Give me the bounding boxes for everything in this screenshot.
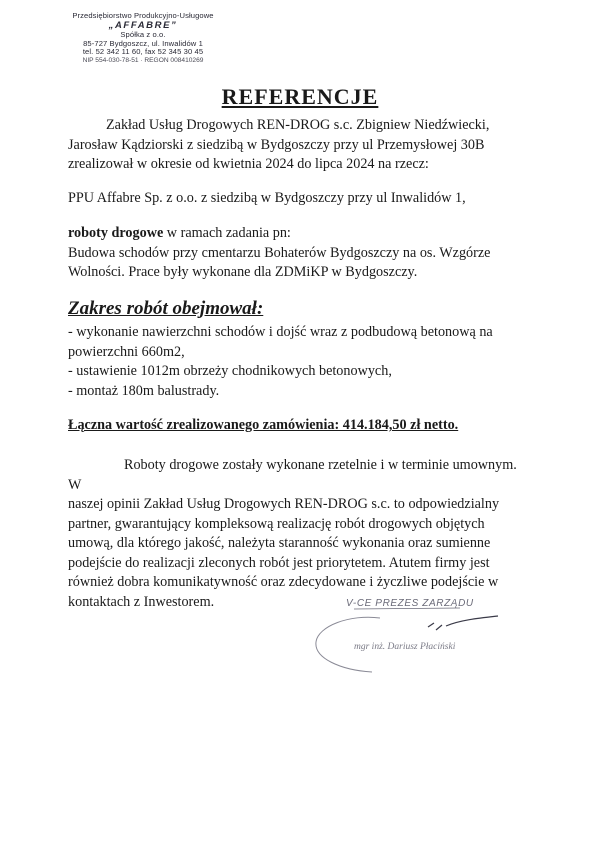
work-rest: w ramach zadania pn:	[163, 225, 291, 241]
text-line: Zakład Usług Drogowych REN-DROG s.c. Zbigniew Niedźwiecki,	[106, 117, 490, 133]
signature-scribble	[310, 596, 510, 686]
stamp-line: Spółka z o.o.	[120, 30, 166, 40]
scope-heading: Zakres robót obejmował:	[68, 298, 264, 319]
scope-list	[68, 323, 528, 401]
text-line: zrealizował w okresie od kwietnia 2024 do lipca 2024 na rzecz:	[68, 156, 429, 172]
text-line: partner, gwarantujący kompleksową realizację robót drogowych objętych	[68, 515, 485, 532]
work-paragraph	[68, 224, 528, 283]
stamp-phone: tel. 52 342 11 60, fax 52 345 30 45	[82, 47, 204, 57]
recipient-line: PPU Affabre Sp. z o.o. z siedzibą w Bydgoszczy przy ul Inwalidów 1,	[68, 190, 466, 206]
list-item-cont: powierzchni 660m2,	[68, 343, 185, 360]
work-bold: roboty drogowe	[68, 225, 164, 241]
signature-stamp	[310, 596, 510, 686]
text-line: kontaktach z Inwestorem.	[68, 593, 215, 610]
total-value: Łączna wartość zrealizowanego zamówienia: 414.184,50 zł netto.	[68, 417, 459, 433]
intro-paragraph	[68, 116, 528, 175]
list-item: - wykonanie nawierzchni schodów i dojść wraz z podbudową betonową na	[68, 324, 493, 340]
text-line: Wolności. Prace były wykonane dla ZDMiKP w Bydgoszczy.	[68, 264, 418, 280]
work-line	[68, 224, 528, 244]
signature-name: mgr inż. Dariusz Płaciński	[354, 642, 456, 652]
company-stamp	[58, 12, 228, 64]
text-line: umową, dla którego jakość, należyta staranność wykonania oraz sumienne	[68, 535, 491, 551]
text-line: podejście do realizacji zleconych robót jest priorytetem. Atutem firmy jest	[68, 554, 490, 571]
text-line: naszej opinii Zakład Usług Drogowych REN-DROG s.c. to odpowiedzialny	[68, 496, 500, 512]
text-line	[68, 456, 528, 495]
text-line: Budowa schodów przy cmentarzu Bohaterów Bydgoszczy na os. Wzgórze	[68, 244, 491, 261]
text-line: Jarosław Kądziorski z siedzibą w Bydgoszczy przy ul Przemysłowej 30B	[68, 136, 485, 153]
list-item: - montaż 180m balustrady.	[68, 382, 220, 399]
stamp-line: Przedsiębiorstwo Produkcyjno-Usługowe	[72, 11, 214, 20]
stamp-company-name: „AFFABRE”	[108, 19, 178, 31]
text-line: również dobra komunikatywność oraz zdecydowane i życzliwe podejście w	[68, 574, 499, 590]
text-line-body: Roboty drogowe zostały wykonane rzetelnie i w terminie umownym. W	[68, 457, 517, 493]
document-title: REFERENCJE	[221, 84, 379, 109]
signature-role: V-CE PREZES ZARZĄDU	[346, 598, 474, 609]
list-item: - ustawienie 1012m obrzeży chodnikowych betonowych,	[68, 363, 392, 379]
closing-paragraph	[68, 456, 528, 612]
stamp-address: 85-727 Bydgoszcz, ul. Inwalidów 1	[83, 38, 203, 48]
stamp-ids: NIP 554-030-78-51 · REGON 008410269	[82, 56, 204, 64]
